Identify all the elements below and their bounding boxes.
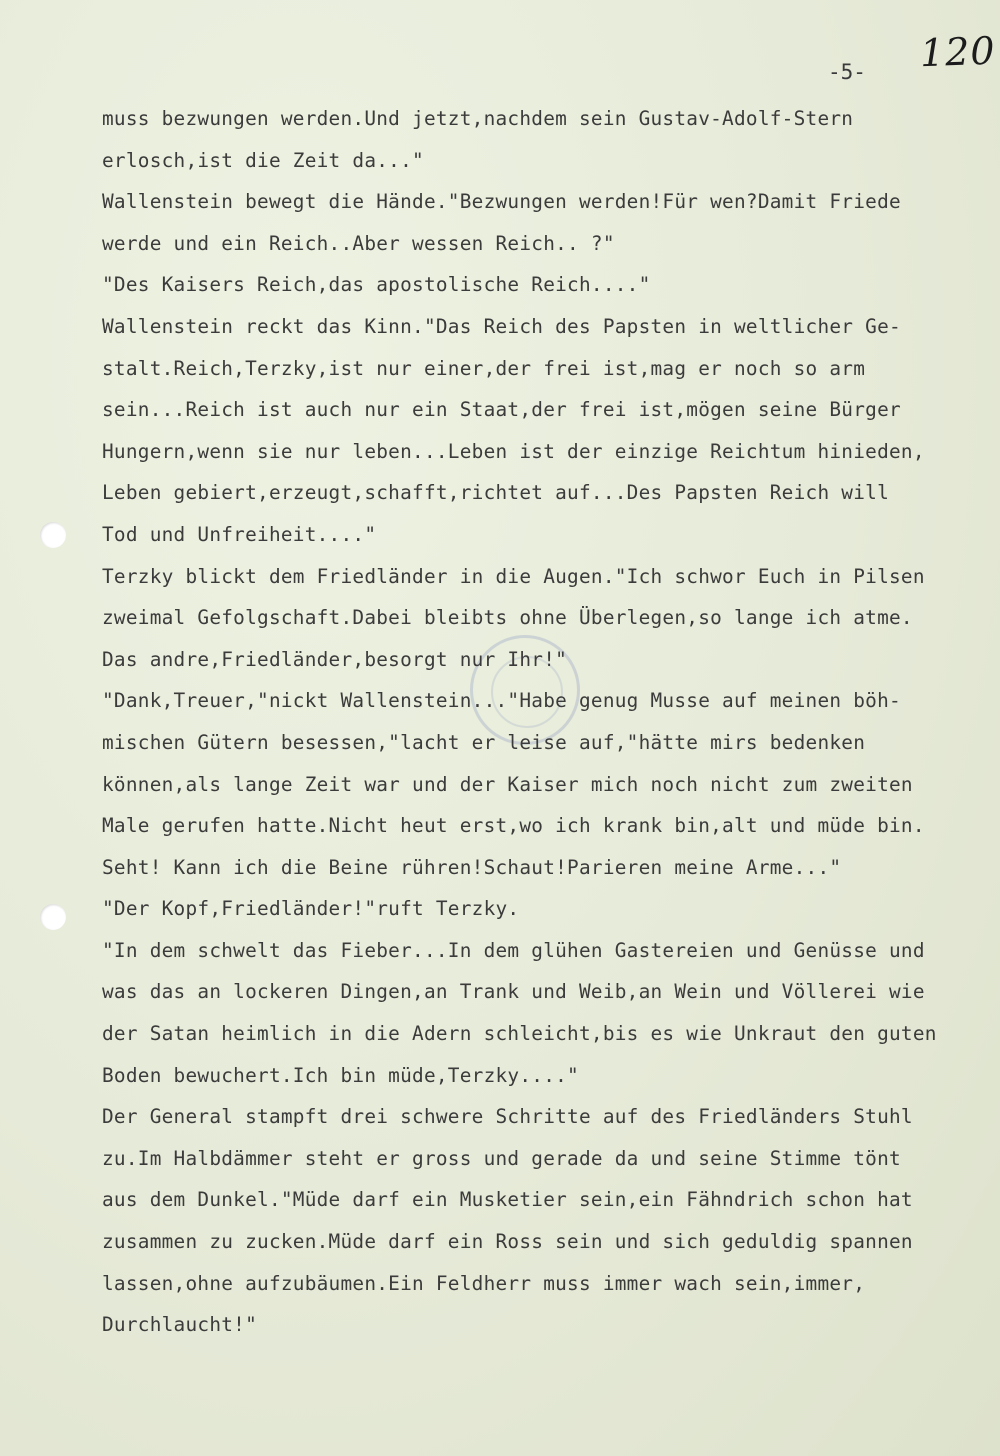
text-line: zu.Im Halbdämmer steht er gross und gerade da und seine Stimme tönt xyxy=(102,1146,901,1170)
text-line: aus dem Dunkel."Müde darf ein Musketier sein,ein Fähndrich schon hat xyxy=(102,1188,913,1212)
text-line: Seht! Kann ich die Beine rühren!Schaut!Parieren meine Arme..." xyxy=(102,855,842,879)
text-line: "In dem schwelt das Fieber...In dem glühen Gastereien und Genüsse und xyxy=(102,938,925,962)
text-line: zusammen zu zucken.Müde darf ein Ross sein und sich geduldig spannen xyxy=(102,1230,913,1254)
text-line: stalt.Reich,Terzky,ist nur einer,der frei ist,mag er noch so arm xyxy=(102,356,866,380)
page-number: -5- xyxy=(828,60,866,84)
text-line: Das andre,Friedländer,besorgt nur Ihr!" xyxy=(102,647,568,671)
text-line: Terzky blickt dem Friedländer in die Augen."Ich schwor Euch in Pilsen xyxy=(102,564,925,588)
text-line: Der General stampft drei schwere Schritte auf des Friedländers Stuhl xyxy=(102,1105,913,1129)
punch-hole xyxy=(40,904,66,930)
text-line: was das an lockeren Dingen,an Trank und Weib,an Wein und Völlerei wie xyxy=(102,980,925,1004)
text-line: "Des Kaisers Reich,das apostolische Reich...." xyxy=(102,273,651,297)
text-line: der Satan heimlich in die Adern schleicht,bis es wie Unkraut den guten xyxy=(102,1022,937,1046)
text-line: sein...Reich ist auch nur ein Staat,der frei ist,mögen seine Bürger xyxy=(102,398,901,422)
text-line: Tod und Unfreiheit...." xyxy=(102,522,377,546)
text-line: Durchlaucht!" xyxy=(102,1313,258,1337)
text-line: mischen Gütern besessen,"lacht er leise auf,"hätte mirs bedenken xyxy=(102,730,866,754)
text-line: zweimal Gefolgschaft.Dabei bleibts ohne Überlegen,so lange ich atme. xyxy=(102,606,913,630)
text-line: Wallenstein reckt das Kinn."Das Reich des Papsten in weltlicher Ge- xyxy=(102,314,901,338)
punch-hole xyxy=(40,522,66,548)
folio-number: 120 xyxy=(919,28,997,76)
text-line: "Der Kopf,Friedländer!"ruft Terzky. xyxy=(102,897,520,921)
text-line: können,als lange Zeit war und der Kaiser mich noch nicht zum zweiten xyxy=(102,772,913,796)
text-line: Wallenstein bewegt die Hände."Bezwungen werden!Für wen?Damit Friede xyxy=(102,190,901,214)
text-line: Male gerufen hatte.Nicht heut erst,wo ich krank bin,alt und müde bin. xyxy=(102,814,925,838)
text-line: erlosch,ist die Zeit da..." xyxy=(102,148,424,172)
text-line: Leben gebiert,erzeugt,schafft,richtet auf...Des Papsten Reich will xyxy=(102,481,889,505)
text-line: Boden bewuchert.Ich bin müde,Terzky...." xyxy=(102,1063,579,1087)
text-line: "Dank,Treuer,"nickt Wallenstein..."Habe genug Musse auf meinen böh- xyxy=(102,689,901,713)
text-line: lassen,ohne aufzubäumen.Ein Feldherr muss immer wach sein,immer, xyxy=(102,1271,866,1295)
text-line: Hungern,wenn sie nur leben...Leben ist der einzige Reichtum hinieden, xyxy=(102,439,925,463)
typewritten-text-body xyxy=(102,98,992,1346)
text-line: werde und ein Reich..Aber wessen Reich.. ?" xyxy=(102,231,615,255)
text-line: muss bezwungen werden.Und jetzt,nachdem sein Gustav-Adolf-Stern xyxy=(102,107,854,130)
